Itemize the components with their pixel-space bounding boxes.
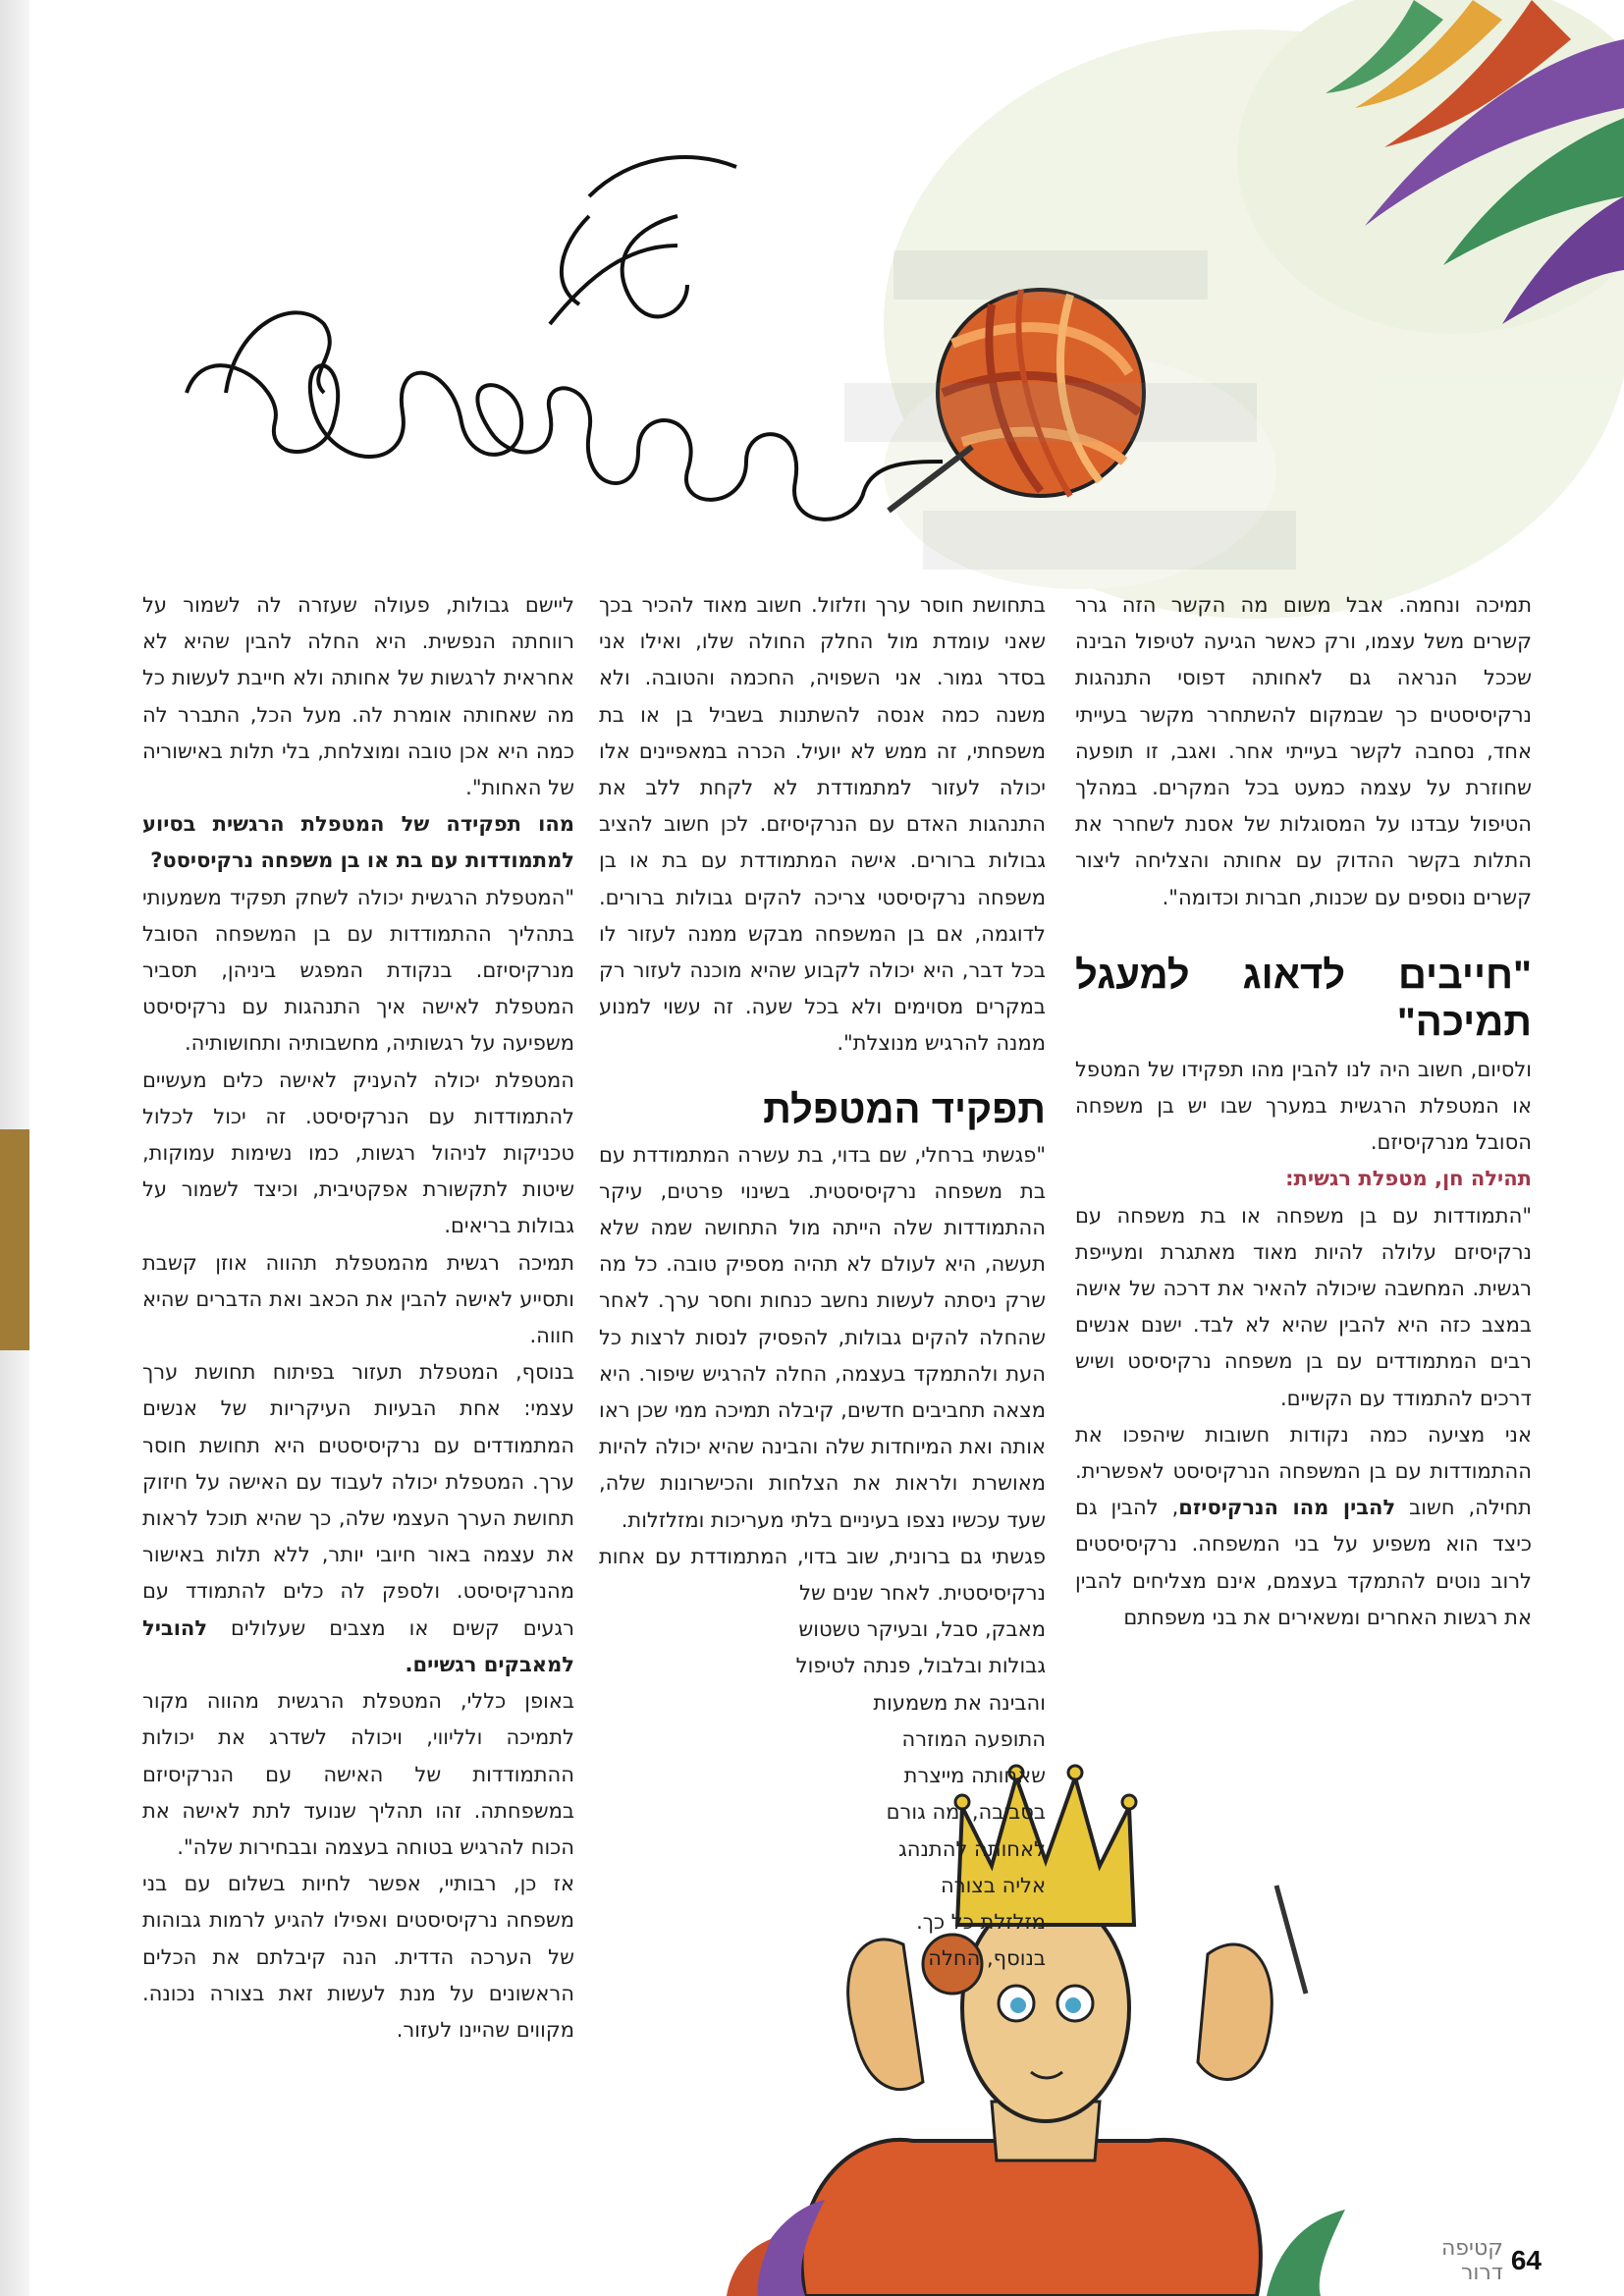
yarn-thread-path-upper: [226, 216, 687, 393]
quote-paragraph: "התמודדות עם בן משפחה או בת משפחה עם נרקיסיזם עלולה להיות מאוד מאתגרת ומעייפת רגשית. המחשבה שיכולה להאיר את דרכה של אישה במצב כזה היא להבין שהיא לא לבד. ישנם אנשים רבים המתמודדים עם בן משפחה נרקיסיסט ושיש דרכים להתמודד עם הקשיים.: [1075, 1203, 1532, 1410]
column-paragraph: "המטפלת הרגשית יכולה לשחק תפקיד משמעותי בתהליך ההתמודדות עם בן המשפחה הסובל מנרקיסיזם. בנקודת המפגש ביניהן, תסביר המטפלת לאישה איך התנהגות עם נרקיסיסט משפיעה על רגשותיה, מחשבותיה ותחושותיה.: [142, 885, 574, 1056]
column-paragraph: תמיכה ונחמה. אבל משום מה הקשר הזה גרר קשרים משל עצמו, ורק כאשר הגיעה לטיפול הבינה שככל הנראה גם לאחותה דפוסי התנהגות נרקיסיסטים כך שבמקום להשתחרר מקשר בעייתי אחד, נסחבה לקשר בעייתי אחר. ואגב, זו תופעה שחוזרת על עצמה כמעט בכל המקרים. במהלך הטיפול עבדנו על המסוגלות של אסנת לשחרר את התלות בקשר ההדוק עם אחותה והצליחה ליצור קשרים נוספים עם שכנות, חברות וכדומה".: [1075, 593, 1532, 909]
ragged-line: מזלזלת כל כך.: [916, 1909, 1046, 1934]
article-column-right: [1075, 587, 1532, 1636]
article-column-middle: [599, 587, 1046, 1977]
section-heading-therapist-role: תפקיד המטפלת: [763, 1087, 1046, 1131]
bold-phrase: להבין מהו הנרקיסיזם: [1178, 1496, 1396, 1520]
bold-phrase: להוביל למאבקים רגשיים.: [142, 1615, 574, 1676]
column-paragraph: ולסיום, חשוב היה לנו להבין מהו תפקידו של המטפל או המטפלת הרגשית במערך שבו יש בן משפחה הסובל מנרקיסיזם.: [1075, 1057, 1532, 1155]
column-paragraph: "פגשתי ברחלי, שם בדוי, בת עשרה המתמודדת עם בת משפחה נרקיסיסטית. בשינוי פרטים, עיקר ההתמודדות שלה הייתה מול התחושה שמה שלא תעשה, היא לעולם לא תהיה מספיק טובה. כל מה שרק ניסתה לעשות נחשב כנחות וחסר ערך. לאחר שהחלה להקים גבולות, להפסיק לנסות לרצות כל העת ולהתמקד בעצמה, החלה להרגיש שיפור. היא מצאה תחביבים חדשים, קיבלה תמיכה ממי שכן ראו אותה ואת המיוחדות שלה והבינה שהיא יכולה להיות מאושרת ולראות את הצלחות והכישרונות שלה, שעד עכשיו נצפו בעיניים בלתי מעריכות ומזלזלות.: [599, 1142, 1046, 1532]
magazine-name: קטיפה דרור: [1440, 2236, 1503, 2285]
page-number: 64: [1510, 2245, 1542, 2275]
ragged-line: אליה בצורה: [941, 1873, 1046, 1897]
ragged-line: התופעה המוזרה: [901, 1726, 1046, 1751]
article-column-left: [142, 587, 574, 2049]
ragged-line: בסביבה, ומה גורם: [886, 1800, 1046, 1825]
ragged-text-block: [599, 1612, 1046, 1977]
section-heading-support-circle: "חייבים לדאוג למעגל תמיכה": [1075, 953, 1532, 1044]
column-paragraph: תמיכה רגשית מהמטפלת תהווה אוזן קשבת ותסייע לאישה להבין את הכאב ואת הדברים שהיא חווה.: [142, 1250, 574, 1348]
ragged-line: בנוסף, החלה: [928, 1946, 1046, 1971]
quote-text-continued: , להבין גם כיצד הוא משפיע על בני המשפחה. נרקיסיסטים לרוב נוטים להתמקד בעצמם, אינם מצליחים להבין את רגשות האחרים ומשאירים את בני משפחתם: [1075, 1496, 1532, 1629]
ragged-line: לאחותה להתנהג: [898, 1836, 1046, 1861]
ragged-line: והבינה את משמעות: [873, 1690, 1046, 1715]
page-footer: [1414, 2236, 1542, 2285]
column-paragraph: ליישם גבולות, פעולה שעזרה לה לשמור על רווחתה הנפשית. היא החלה להבין שהיא לא אחראית לרגשות של אחותה ולא חייבת לעשות כל מה שאחותה אומרת לה. מעל הכל, התברר לה כמה היא אכן טובה ומוצלחת, בלי תלות באישוריה של האחות".: [142, 593, 574, 800]
column-paragraph: [142, 1354, 574, 1683]
interview-question: מהו תפקידה של המטפלת הרגשית בסיוע למתמודדות עם בת או בן משפחה נרקיסיסט?: [142, 812, 574, 873]
paragraph-text: בנוסף, המטפלת תעזור בפיתוח תחושת ערך עצמי: אחת הבעיות העיקריות של אנשים המתמודדים עם נרקיסיסטים היא תחושת חוסר ערך. המטפלת יכולה לעבוד עם האישה על חיזוק תחושת הערך העצמי שלה, כך שהיא תוכל לראות את עצמה באור חיובי יותר, ללא תלות באישור מהנרקיסיסט. ולספק לה כלים להתמודד עם רגעים קשים או מצבים שעלולים: [142, 1360, 574, 1640]
ragged-line: גבולות ובלבול, פנתה לטיפול: [795, 1654, 1046, 1678]
quote-text: אני מציעה כמה נקודות חשובות שיהפכו את ההתמודדות עם בן המשפחה הנרקיסיסט לאפשרית. תחילה, חשוב: [1075, 1422, 1532, 1520]
column-paragraph: המטפלת יכולה להעניק לאישה כלים מעשיים להתמודדות עם הנרקיסיסט. זה יכול לכלול טכניקות לניהול רגשות, כמו נשימות עמוקות, שיטות לתקשורת אפקטיבית, וכיצד לשמור על גבולות בריאים.: [142, 1067, 574, 1238]
column-paragraph: בתחושת חוסר ערך וזלזול. חשוב מאוד להכיר בכך שאני עומדת מול החלק החולה שלו, ואילו אני בסדר גמור. אני השפויה, החכמה והטובה. ולא משנה כמה אנסה להשתנות בשביל בן או בת משפחתי, זה ממש לא יועיל. הכרה במאפיינים אלו יכולה לעזור למתמודדת לא לקחת ללב את התנהגות האדם עם הנרקיסיזם. לכן חשוב להציב גבולות ברורים. אישה המתמודדת עם בת או בן משפחה נרקיסיסטי צריכה להקים גבולות ברורים. לדוגמה, אם בן המשפחה מבקש ממנה לעזור לו בכל דבר, היא יכולה לקבוע שהיא מוכנה לעזור רק במקרים מסוימים ולא בכל שעה. זה עשוי למנוע ממנה להרגיש מנוצלת".: [599, 593, 1046, 1056]
quote-paragraph: [1075, 1417, 1532, 1636]
byline-therapist: תהילה חן, מטפלת רגשית:: [1285, 1167, 1532, 1191]
column-paragraph: פגשתי גם ברונית, שוב בדוי, המתמודדת עם אחות נרקיסיסטית. לאחר שנים של: [599, 1544, 1046, 1606]
ragged-line: מאבק, סבל, ובעיקר טשטוש: [798, 1617, 1046, 1642]
column-paragraph: אז כן, רבותיי, אפשר לחיות בשלום עם בני משפחה נרקיסיסטים ואפילו להגיע לרמות גבוהות של הערכה הדדית. הנה קיבלתם את הכלים הראשונים על מנת לעשות זאת בצורה נכונה. מקווים שהיינו לעזור.: [142, 1872, 574, 2042]
ragged-line: שאחותה מייצרת: [903, 1764, 1046, 1788]
column-paragraph: באופן כללי, המטפלת הרגשית מהווה מקור לתמיכה ולליווי, ויכולה לשדרג את יכולות ההתמודדות של האישה עם הנרקיסיזם במשפחתה. זהו תהליך שנועד לתת לאישה את הכוח להרגיש בטוחה בעצמה ובבחירות שלה".: [142, 1689, 574, 1859]
yarn-thread-path: [187, 157, 943, 519]
